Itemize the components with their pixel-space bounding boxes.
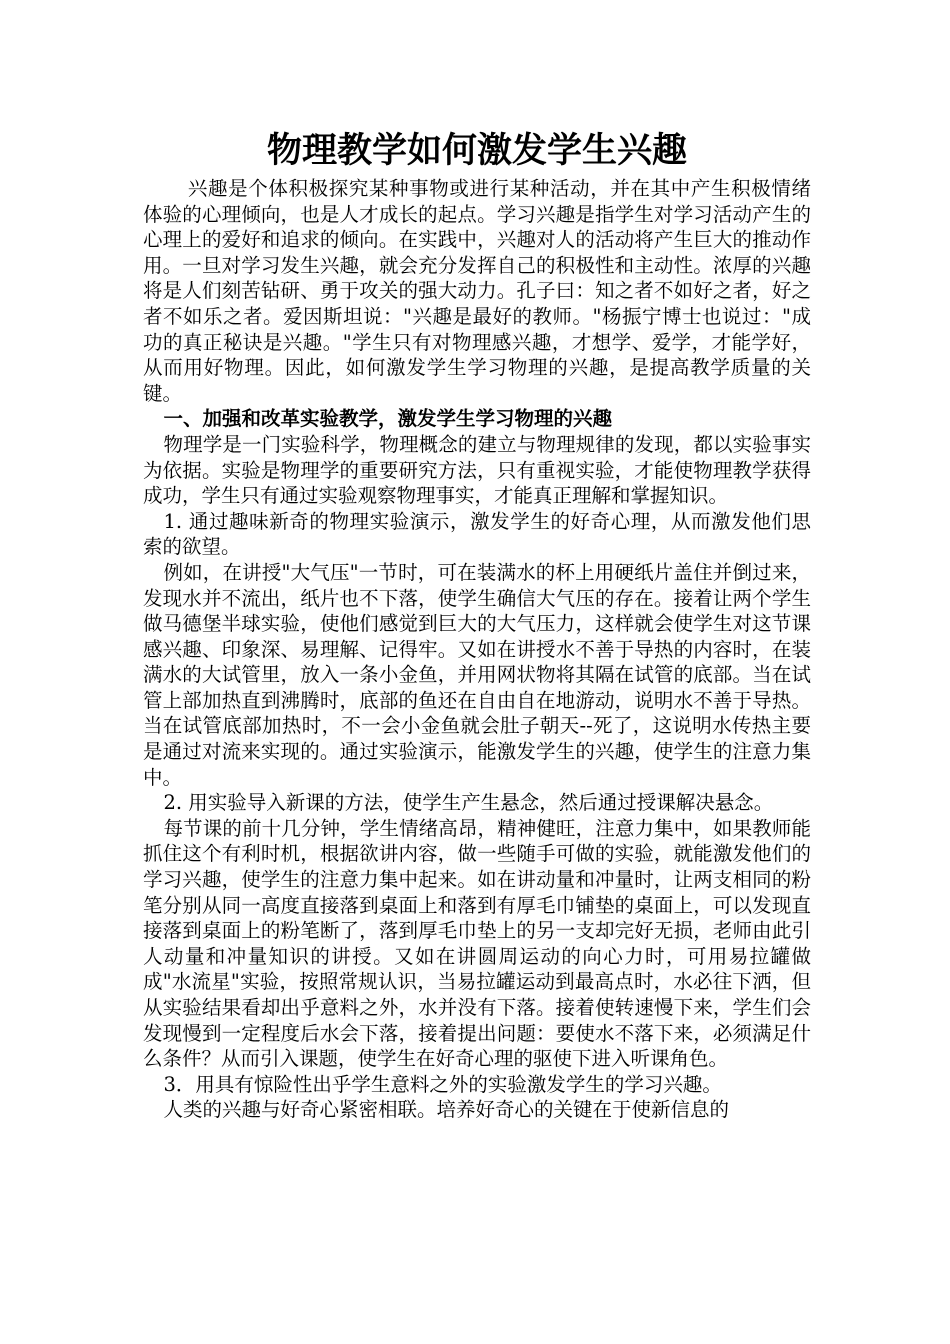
point-3-paragraph: 人类的兴趣与好奇心紧密相联。培养好奇心的关键在于使新信息的 xyxy=(163,1098,729,1122)
point-1-heading: 1. 通过趣味新奇的物理实验演示，激发学生的好奇心理，从而激发他们思索的欲望。 xyxy=(143,509,811,559)
section-1-paragraph: 物理学是一门实验科学，物理概念的建立与物理规律的发现，都以实验事实为依据。实验是物理学的重要研究方法，只有重视实验，才能使物理教学获得成功，学生只有通过实验观察物理事实，才能真正理解和掌握知识。 xyxy=(143,432,811,508)
section-heading-1: 一、加强和改革实验教学，激发学生学习物理的兴趣 xyxy=(163,407,612,431)
point-3-heading: 3．用具有惊险性出乎学生意料之外的实验激发学生的学习兴趣。 xyxy=(163,1072,722,1096)
document-page xyxy=(143,126,811,1123)
document-title: 物理教学如何激发学生兴趣 xyxy=(266,130,687,171)
intro-paragraph: 兴趣是个体积极探究某种事物或进行某种活动，并在其中产生积极情绪体验的心理倾向，也是人才成长的起点。学习兴趣是指学生对学习活动产生的心理上的爱好和追求的倾向。在实践中，兴趣对人的活动将产生巨大的推动作用。一旦对学习发生兴趣，就会充分发挥自己的积极性和主动性。浓厚的兴趣将是人们刻苦钻研、勇于攻关的强大动力。孔子曰：知之者不如好之者，好之者不如乐之者。爱因斯坦说："兴趣是最好的教师。"杨振宁博士也说过："成功的真正秘诀是兴趣。"学生只有对物理感兴趣，才想学、爱学，才能学好，从而用好物理。因此，如何激发学生学习物理的兴趣，是提高教学质量的关键。 xyxy=(143,177,811,405)
point-1-paragraph: 例如，在讲授"大气压"一节时，可在装满水的杯上用硬纸片盖住并倒过来，发现水并不流出，纸片也不下落，使学生确信大气压的存在。接着让两个学生做马德堡半球实验，使他们感觉到巨大的大气压力，这样就会使学生对这节课感兴趣、印象深、易理解、记得牢。又如在讲授水不善于导热的内容时，在装满水的大试管里，放入一条小金鱼，并用网状物将其隔在试管的底部。当在试管上部加热直到沸腾时，底部的鱼还在自由自在地游动，说明水不善于导热。当在试管底部加热时，不一会小金鱼就会肚子朝天--死了，这说明水传热主要是通过对流来实现的。通过实验演示，能激发学生的兴趣，使学生的注意力集中。 xyxy=(143,560,811,789)
point-2-heading: 2. 用实验导入新课的方法，使学生产生悬念，然后通过授课解决悬念。 xyxy=(163,791,774,815)
point-2-paragraph: 每节课的前十几分钟，学生情绪高昂，精神健旺，注意力集中，如果教师能抓住这个有利时机，根据欲讲内容，做一些随手可做的实验，就能激发他们的学习兴趣，使学生的注意力集中起来。如在讲动量和冲量时，让两支相同的粉笔分别从同一高度直接落到桌面上和落到有厚毛巾铺垫的桌面上，可以发现直接落到桌面上的粉笔断了，落到厚毛巾垫上的另一支却完好无损，老师由此引人动量和冲量知识的讲授。又如在讲圆周运动的向心力时，可用易拉罐做成"水流星"实验，按照常规认识，当易拉罐运动到最高点时，水必往下洒，但从实验结果看却出乎意料之外，水并没有下落。接着使转速慢下来，学生们会发现慢到一定程度后水会下落，接着提出问题：要使水不落下来，必须满足什么条件？从而引入课题，使学生在好奇心理的驱使下进入听课角色。 xyxy=(143,816,811,1071)
